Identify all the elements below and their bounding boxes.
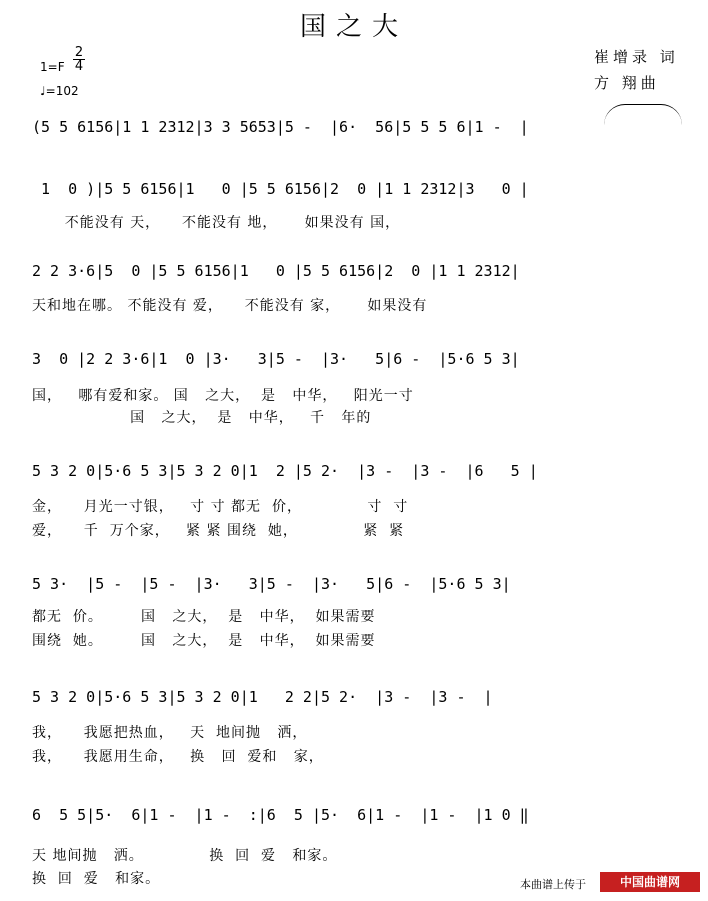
score-row-2-notes: 1 0 )|5 5 6156|1 0 |5 5 6156|2 0 |1 1 2312|3 0 | — [32, 180, 529, 198]
site-logo: 中国曲谱网 — [600, 872, 700, 892]
score-row-3-notes: 2 2 3·6|5 0 |5 5 6156|1 0 |5 5 6156|2 0 |1 1 2312| — [32, 262, 520, 280]
page-title: 国之大 — [299, 12, 408, 42]
tie-arc — [604, 104, 682, 125]
score-row-4-lyric-1: 国， 哪有爱和家。 国 之大， 是 中华， 阳光一寸 — [32, 388, 414, 404]
time-signature-top: 2 — [74, 45, 84, 60]
score-row-7-notes: 5 3 2 0|5·6 5 3|5 3 2 0|1 2 2|5 2· |3 - |3 - | — [32, 688, 493, 706]
score-row-6-lyric-2: 围绕 她。 国 之大， 是 中华， 如果需要 — [32, 633, 376, 649]
score-row-5-lyric-2: 爱， 千 万个家， 紧 紧 围绕 她， 紧 紧 — [32, 523, 405, 539]
key-signature: 1=F — [40, 60, 65, 74]
upload-notice: 本曲谱上传于 — [520, 878, 586, 891]
score-row-7-lyric-2: 我， 我愿用生命， 换 回 爱和 家， — [32, 749, 324, 765]
tempo-marking: ♩=102 — [40, 84, 79, 98]
score-row-6-lyric-1: 都无 价。 国 之大， 是 中华， 如果需要 — [32, 609, 376, 625]
score-row-4-lyric-2: 国 之大， 是 中华， 千 年的 — [32, 410, 372, 426]
lyricist-credit: 崔增录 词 — [594, 48, 679, 66]
score-row-5-notes: 5 3 2 0|5·6 5 3|5 3 2 0|1 2 |5 2· |3 - |3 - |6 5 | — [32, 462, 538, 480]
score-row-2-lyric: 不能没有 天， 不能没有 地， 如果没有 国， — [32, 215, 401, 231]
score-row-8-lyric-2: 换 回 爱 和家。 — [32, 871, 161, 887]
time-signature — [73, 46, 85, 73]
score-row-1-notes: (5 5 6156|1 1 2312|3 3 5653|5 - |6· 56|5 5 5 6|1 - | — [32, 118, 529, 136]
score-row-6-notes: 5 3· |5 - |5 - |3· 3|5 - |3· 5|6 - |5·6 5 3| — [32, 575, 511, 593]
time-signature-bottom: 4 — [74, 59, 84, 74]
composer-credit: 方 翔曲 — [594, 74, 660, 92]
score-row-5-lyric-1: 金， 月光一寸银， 寸 寸 都无 价， 寸 寸 — [32, 499, 409, 515]
score-row-7-lyric-1: 我， 我愿把热血， 天 地间抛 洒， — [32, 725, 308, 741]
score-row-3-lyric: 天和地在哪。 不能没有 爱， 不能没有 家， 如果没有 — [32, 298, 428, 314]
score-row-8-lyric-1: 天 地间抛 洒。 换 回 爱 和家。 — [32, 848, 338, 864]
score-row-4-notes: 3 0 |2 2 3·6|1 0 |3· 3|5 - |3· 5|6 - |5·6 5 3| — [32, 350, 520, 368]
score-row-8-notes: 6 5 5|5· 6|1 - |1 - :|6 5 |5· 6|1 - |1 - |1 0 ‖ — [32, 806, 529, 824]
